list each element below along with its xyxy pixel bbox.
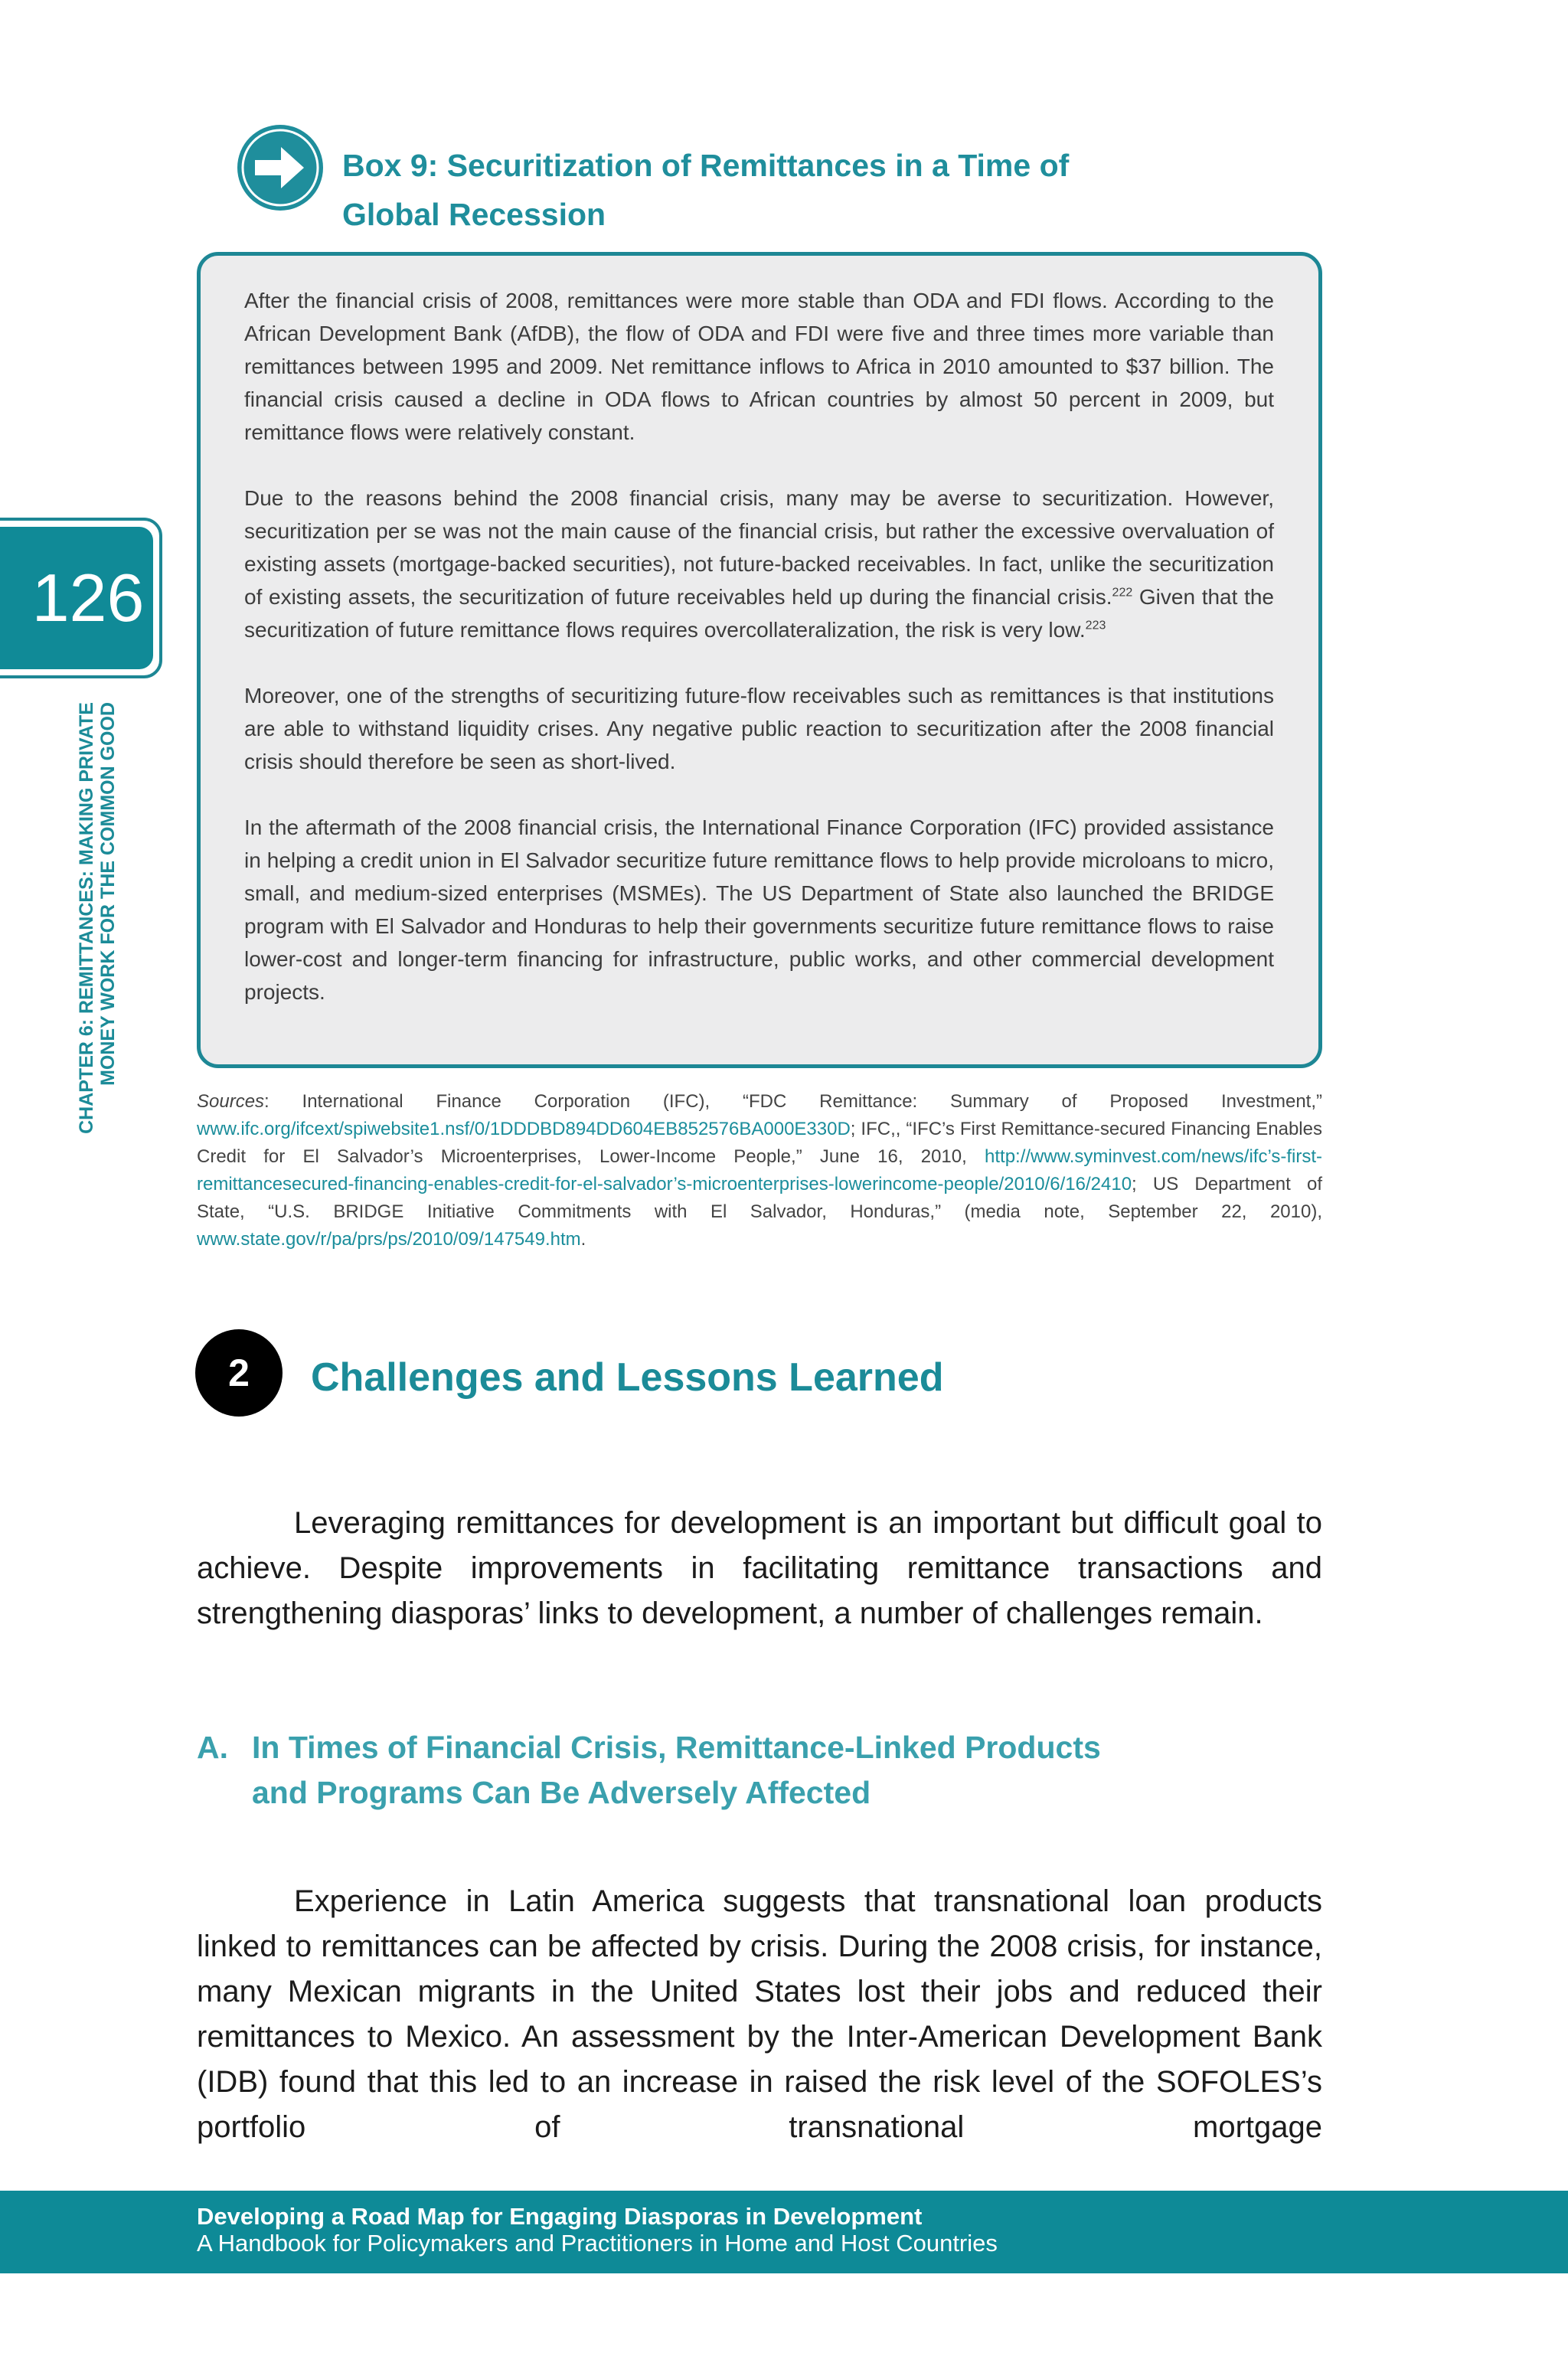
subsection-title-line-2: and Programs Can Be Adversely Affected — [252, 1775, 871, 1810]
box-paragraph-4: In the aftermath of the 2008 financial crisis, the International Finance Corporation (IFC) provided assistance in helping a credit union in El Salvador securitize future remittance flows to help provide microloans to micro, small, and medium-sized enterprises (MSMEs). The US Department of State also launched the BRIDGE program with El Salvador and Honduras to help their governments securitize future remittance flows to raise lower-cost and longer-term financing for infrastructure, public works, and other commercial development projects. — [244, 815, 1274, 1004]
sources-link-ifc[interactable]: www.ifc.org/ifcext/spiwebsite1.nsf/0/1DDDBD894DD604EB852576BA000E330D — [197, 1119, 851, 1139]
box-title-line-1: Box 9: Securitization of Remittances in a Time of — [342, 148, 1070, 183]
box-panel — [197, 252, 1322, 1068]
sources-link-syminvest[interactable]: http://www.syminvest.com/news/ifc’s-first-remittancesecured-financing-enables-credit-for-el-salvador’s-microenterprises-lowerincome-people/2010/6/16/2410 — [197, 1146, 1322, 1194]
page-number-tab — [0, 527, 153, 669]
chapter-running-head-line-2: MONEY WORK FOR THE COMMON GOOD — [97, 702, 119, 1086]
footer-title: Developing a Road Map for Engaging Diasporas in Development — [197, 2203, 923, 2230]
footnote-ref-222: 222 — [1112, 586, 1133, 600]
page-footer — [0, 2191, 1568, 2273]
box-title-line-2: Global Recession — [342, 197, 606, 232]
section-number-badge — [195, 1329, 283, 1417]
sources-note — [197, 1088, 1322, 1253]
chapter-running-head-line-1: CHAPTER 6: REMITTANCES: MAKING PRIVATE — [76, 702, 97, 1134]
intro-paragraph: Leveraging remittances for development is an important but difficult goal to achieve. Despite improvements in facilitating remittance transactions and strengthening diasporas’ links to development, a number of challenges remain. — [197, 1506, 1322, 1630]
box-paragraph-3: Moreover, one of the strengths of securitizing future-flow receivables such as remittances is that institutions are able to withstand liquidity crises. Any negative public reaction to securitization after the 2008 financial crisis should therefore be seen as short-lived. — [244, 684, 1274, 773]
box-title — [342, 141, 1069, 239]
section-title: Challenges and Lessons Learned — [311, 1355, 944, 1400]
subsection-letter: A. — [197, 1730, 228, 1765]
sources-text-3: ; US Department of State, “U.S. BRIDGE Initiative Commitments with El Salvador, Honduras,” (media note, September 22, 2010), — [197, 1174, 1322, 1222]
subsection-title — [252, 1725, 1101, 1815]
subsection-paragraph: Experience in Latin America suggests that transnational loan products linked to remittances can be affected by crisis. During the 2008 crisis, for instance, many Mexican migrants in the United States lost their jobs and reduced their remittances to Mexico. An assessment by the Inter-American Development Bank (IDB) found that this led to an increase in raised the risk level of the SOFOLES’s portfolio of transnational mortgage — [197, 1884, 1322, 2144]
page-number: 126 — [31, 560, 145, 636]
sources-text-4: . — [580, 1229, 586, 1250]
sources-text-1: : International Finance Corporation (IFC), “FDC Remittance: Summary of Proposed Investment,” — [264, 1091, 1322, 1112]
box-paragraph-2-text-a: Due to the reasons behind the 2008 financial crisis, many may be averse to securitization. However, securitization per se was not the main cause of the financial crisis, but rather the excessive overvaluation of existing assets (mortgage-backed securities), not future-backed receivables. In fact, unlike the securitization of existing assets, the securitization of future receivables held up during the financial crisis. — [244, 486, 1274, 609]
sources-link-state-gov[interactable]: www.state.gov/r/pa/prs/ps/2010/09/147549.htm — [197, 1229, 581, 1250]
footer-subtitle: A Handbook for Policymakers and Practitioners in Home and Host Countries — [197, 2230, 998, 2257]
arrow-right-circle-icon — [237, 124, 324, 211]
sources-label: Sources — [197, 1091, 265, 1112]
box-paragraph-1: After the financial crisis of 2008, remittances were more stable than ODA and FDI flows. According to the African Development Bank (AfDB), the flow of ODA and FDI were five and three times more variable than remittances between 1995 and 2009. Net remittance inflows to Africa in 2010 amounted to $37 billion. The financial crisis caused a decline in ODA flows to African countries by almost 50 percent in 2009, but remittance flows were relatively constant. — [244, 289, 1274, 444]
chapter-running-head — [76, 702, 119, 1253]
footnote-ref-223: 223 — [1085, 619, 1106, 632]
box-paragraph-2 — [244, 482, 1274, 646]
box-paragraph-2-text-b: Given that the securitization of future remittance flows requires overcollateralization, the risk is very low. — [244, 585, 1274, 642]
subsection-title-line-1: In Times of Financial Crisis, Remittance-Linked Products — [252, 1730, 1101, 1765]
sources-text-2: ; IFC,, “IFC’s First Remittance-secured Financing Enables Credit for El Salvador’s Microenterprises, Lower-Income People,” June 16, 2010, — [197, 1119, 1322, 1167]
section-number: 2 — [228, 1351, 250, 1394]
